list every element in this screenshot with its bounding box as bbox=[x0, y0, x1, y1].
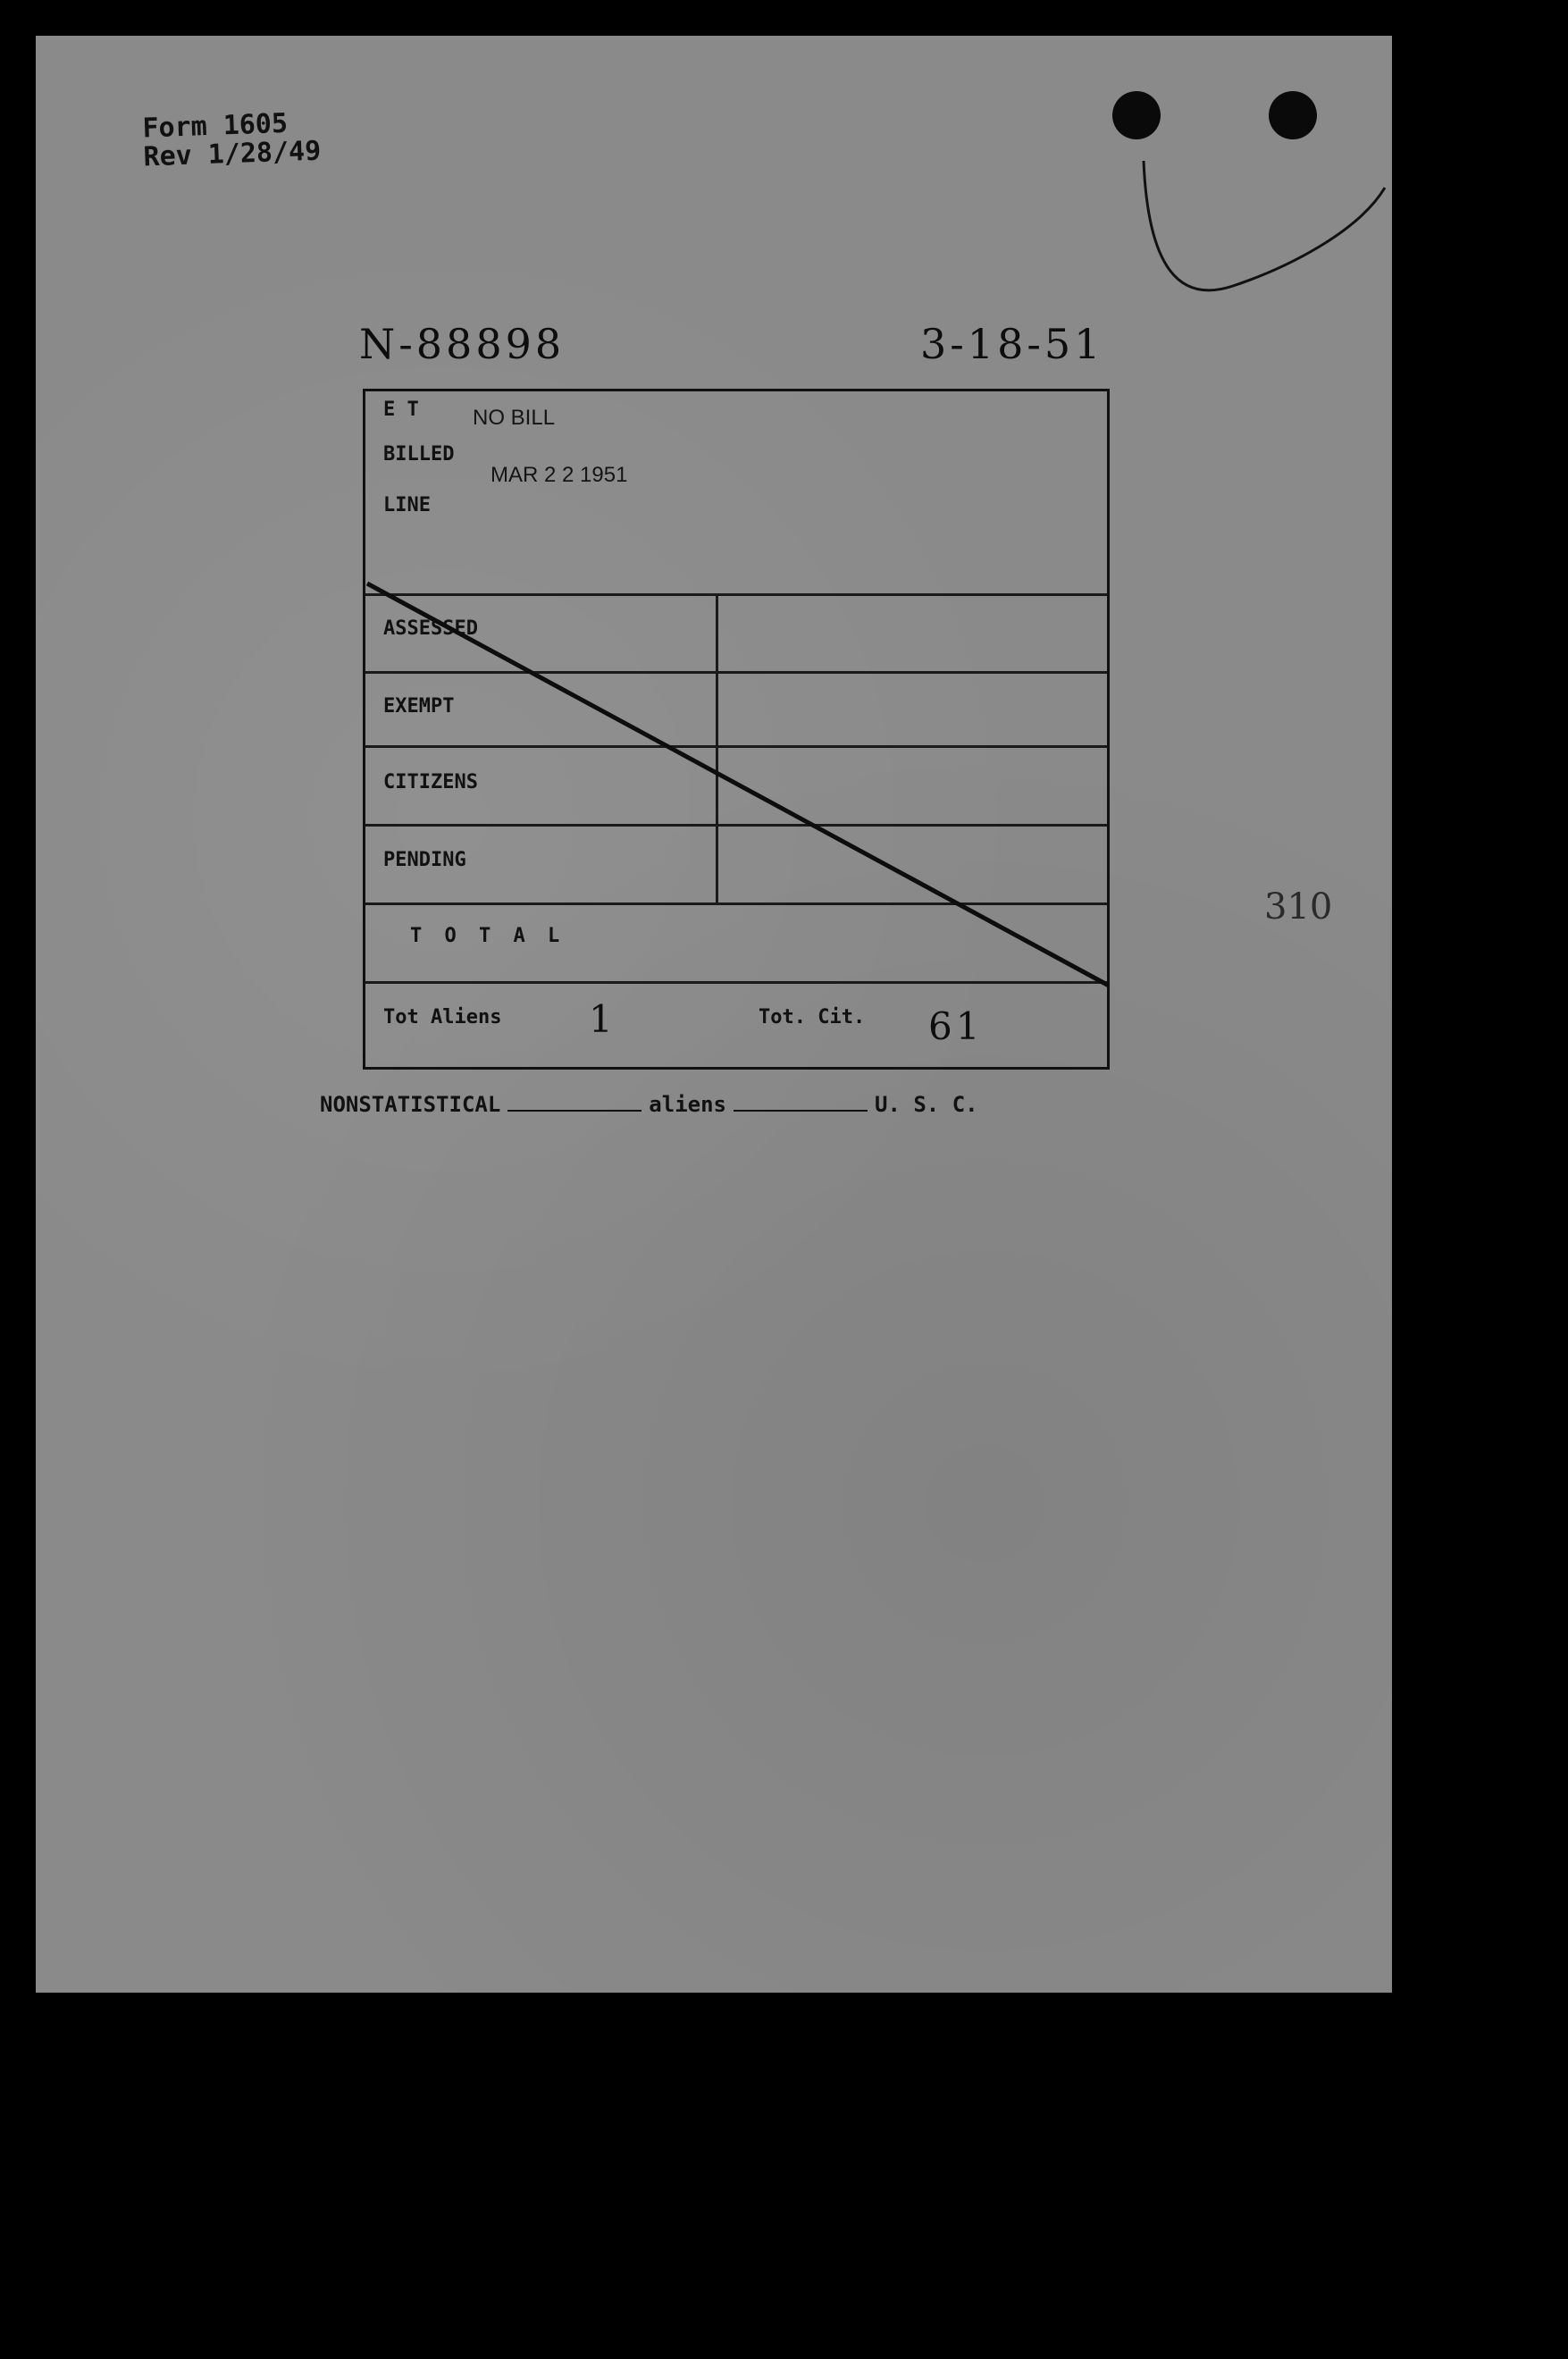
row-label-exempt: EXEMPT bbox=[383, 695, 455, 718]
et-value: NO BILL bbox=[473, 406, 556, 430]
usc-label: U. S. C. bbox=[875, 1092, 978, 1117]
tot-cit-label: Tot. Cit. bbox=[759, 1006, 866, 1028]
tot-aliens-value: 1 bbox=[589, 997, 616, 1041]
handwritten-date: 3-18-51 bbox=[920, 320, 1104, 368]
side-number: 310 bbox=[1264, 886, 1333, 928]
nonstatistical-line bbox=[320, 1092, 978, 1117]
billed-date-stamp: MAR 2 2 1951 bbox=[491, 463, 628, 487]
aliens-blank bbox=[507, 1110, 641, 1112]
nonstatistical-label: NONSTATISTICAL bbox=[320, 1092, 501, 1117]
form-number: Form 1605 bbox=[141, 107, 289, 145]
form-revision: Rev 1/28/49 bbox=[142, 135, 322, 173]
billed-label: BILLED bbox=[383, 443, 455, 466]
tot-cit-value: 61 bbox=[928, 1004, 984, 1048]
et-label: E T bbox=[383, 399, 419, 421]
aliens-label: aliens bbox=[649, 1092, 726, 1117]
total-label: T O T A L bbox=[410, 925, 566, 947]
form-number-stamp bbox=[142, 109, 322, 172]
line-label: LINE bbox=[383, 494, 431, 516]
strike-through-line bbox=[365, 391, 1112, 1072]
statistics-form bbox=[363, 389, 1110, 1070]
file-number: N-88898 bbox=[359, 320, 566, 368]
row-label-assessed: ASSESSED bbox=[383, 617, 478, 640]
tot-aliens-label: Tot Aliens bbox=[383, 1006, 502, 1028]
row-label-citizens: CITIZENS bbox=[383, 771, 478, 793]
row-label-pending: PENDING bbox=[383, 849, 466, 871]
usc-blank bbox=[734, 1110, 868, 1112]
paper-clip-mark bbox=[36, 36, 1392, 340]
document-page bbox=[36, 36, 1392, 1993]
